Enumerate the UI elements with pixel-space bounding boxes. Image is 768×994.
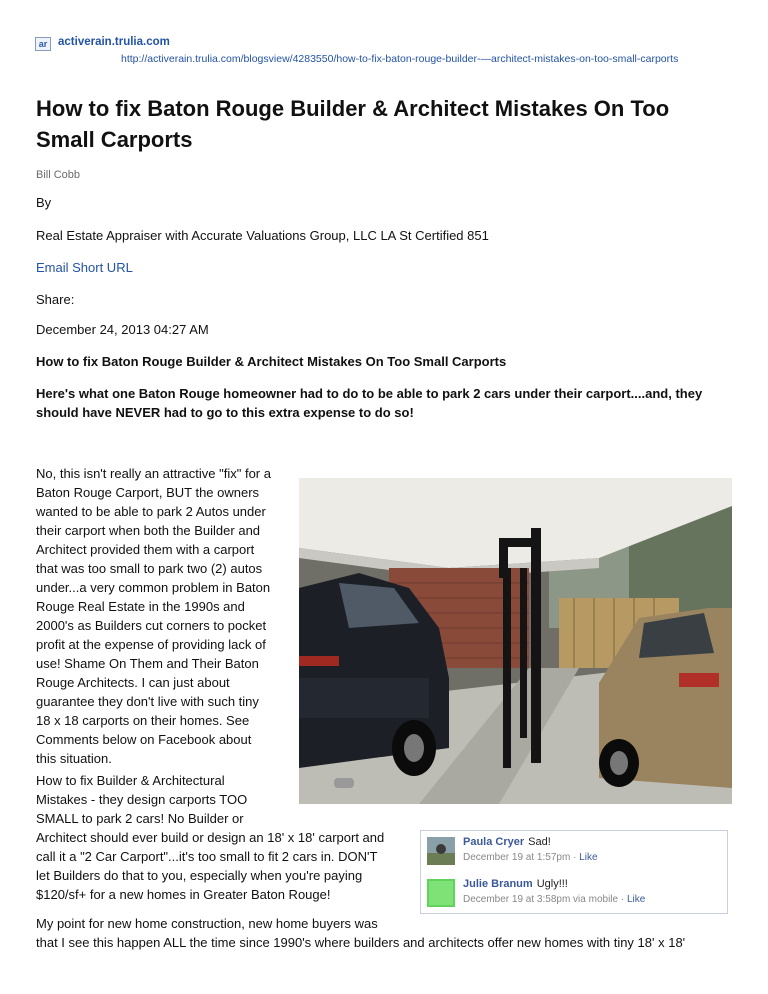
by-label: By (36, 195, 52, 210)
body-paragraph-1 (36, 464, 271, 768)
text-line: Rouge Architects. I can just about (36, 675, 230, 690)
facebook-comment (421, 831, 727, 871)
avatar (427, 837, 455, 865)
comment-text: Ugly!!! (536, 878, 568, 890)
commenter-name-text[interactable]: Julie Branum (463, 878, 533, 890)
comment-timestamp: December 19 at 1:57pm · (463, 852, 580, 863)
post-date: December 24, 2013 04:27 AM (36, 322, 209, 337)
text-line: Comments below on Facebook about (36, 732, 252, 747)
text-line: Mistakes - they design carports TOO (36, 792, 248, 807)
text-line: let Builders do that to you, especially when you're paying (36, 868, 363, 883)
text-line: SMALL to park 2 cars! No Builder or (36, 811, 244, 826)
share-label: Share: (36, 292, 75, 307)
site-name[interactable]: activerain.trulia.com (58, 36, 170, 48)
author-credentials: Real Estate Appraiser with Accurate Valuations Group, LLC LA St Certified 851 (36, 228, 489, 243)
text-line: profit at the expense of providing lack of (36, 637, 266, 652)
avatar (427, 879, 455, 907)
text-line: call it a "2 Car Carport"...it's too small to fit 2 cars in. DON'T (36, 849, 378, 864)
body-paragraph-3 (36, 914, 685, 952)
commenter-name[interactable] (463, 878, 568, 890)
text-line: Rouge Real Estate in the 1990s and (36, 599, 245, 614)
article-heading: How to fix Baton Rouge Builder & Architect Mistakes On Too Small Carports (36, 354, 507, 369)
commenter-name[interactable] (463, 836, 551, 848)
text-line: this situation. (36, 751, 112, 766)
text-line: My point for new home construction, new home buyers was (36, 916, 378, 931)
email-short-url-link[interactable]: Email Short URL (36, 260, 133, 275)
comment-timestamp: December 19 at 3:58pm via mobile · (463, 894, 627, 905)
text-line: $120/sf+ for a new homes in Greater Baton Rouge! (36, 887, 331, 902)
facebook-comment (421, 873, 727, 913)
text-line: under...a very common problem in Baton (36, 580, 271, 595)
intro-line: should have NEVER had to go to this extra expense to do so! (36, 405, 414, 420)
article-intro (36, 384, 736, 422)
activerain-logo-icon: ar (35, 37, 51, 51)
carport-photo-illustration (299, 478, 732, 804)
author-name: Bill Cobb (36, 169, 81, 181)
comment-meta (463, 852, 598, 863)
text-line: guarantee they don't live with such tiny (36, 694, 259, 709)
text-line: 2000's as Builders cut corners to pocket (36, 618, 267, 633)
like-link[interactable]: Like (626, 894, 646, 905)
text-line: wanted to be able to park 2 Autos under (36, 504, 266, 519)
text-line: their carport when both the Builder and (36, 523, 261, 538)
article-title: How to fix Baton Rouge Builder & Architect Mistakes On Too Small Carports (36, 96, 670, 152)
text-line: that I see this happen ALL the time since 1990's where builders and architects offer new homes with tiny 18' x 18' (36, 935, 686, 950)
comment-text: Sad! (528, 836, 551, 848)
text-line: that was too small to park two (2) autos (36, 561, 263, 576)
intro-line: Here's what one Baton Rouge homeowner had to do to be able to park 2 cars under their carport....and, they (36, 386, 703, 401)
commenter-name-text[interactable]: Paula Cryer (463, 836, 525, 848)
text-line: No, this isn't really an attractive "fix" for a (36, 466, 271, 481)
text-line: Baton Rouge Carport, BUT the owners (36, 485, 260, 500)
text-line: use! Shame On Them and Their Baton (36, 656, 259, 671)
text-line: Architect provided them with a carport (36, 542, 255, 557)
carport-photo (299, 478, 732, 804)
text-line: 18 x 18 carports on their homes. See (36, 713, 250, 728)
comment-meta (463, 894, 645, 905)
source-url[interactable]: http://activerain.trulia.com/blogsview/4283550/how-to-fix-baton-rouge-builder-—architect-mistakes-on-too-small-carports (121, 53, 679, 65)
text-line: How to fix Builder & Architectural (36, 773, 225, 788)
facebook-comments-box (420, 830, 728, 914)
text-line: Architect should ever build or design an 18' x 18' carport and (36, 830, 385, 845)
like-link[interactable]: Like (579, 852, 598, 863)
